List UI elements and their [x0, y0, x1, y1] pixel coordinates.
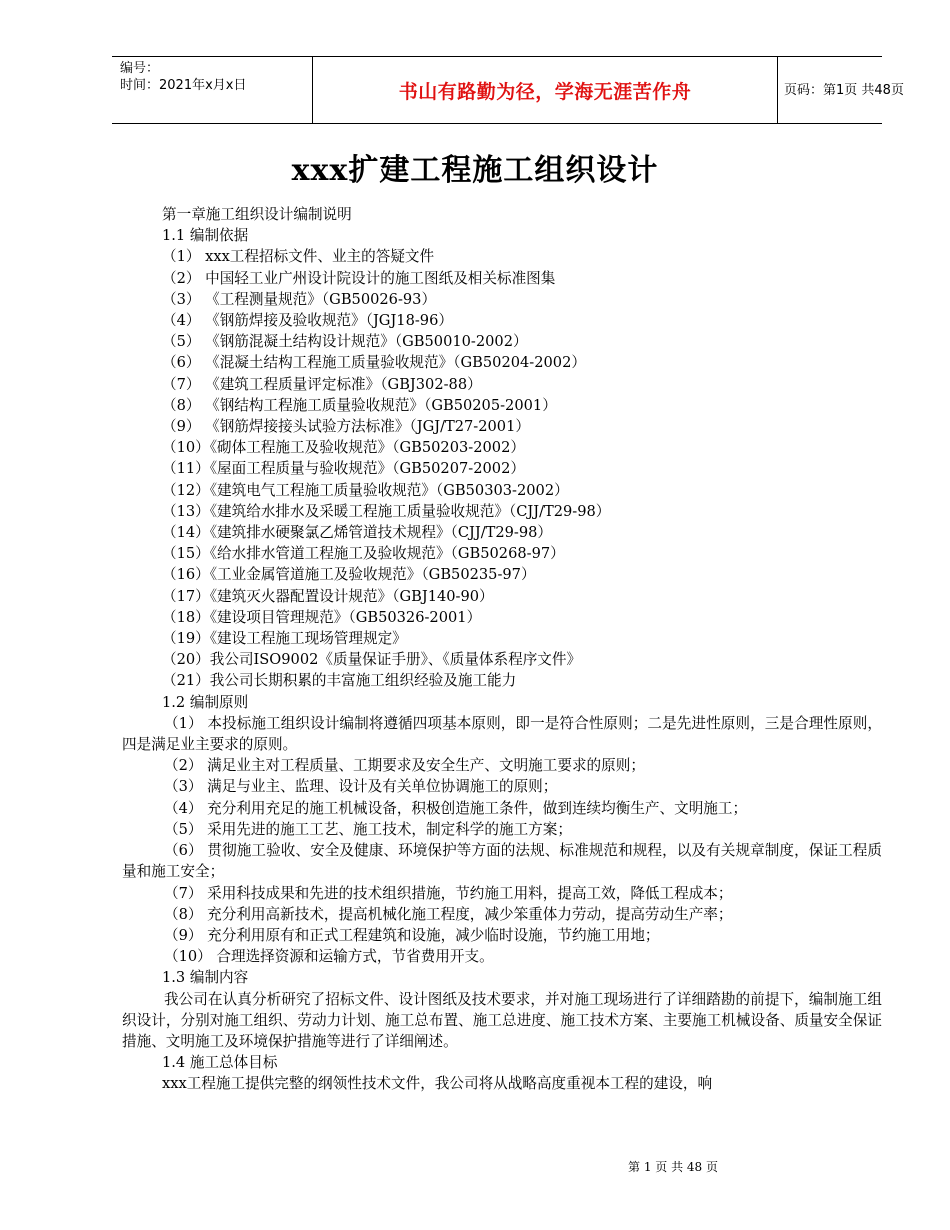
section-heading: 1.3 编制内容: [162, 969, 249, 987]
list-item: （13）《建筑给水排水及采暖工程施工质量验收规范》（CJJ/T29-98）: [162, 502, 611, 520]
list-item: （5） 《钢筋混凝土结构设计规范》（GB50010-2002）: [162, 333, 528, 351]
list-item: （2） 满足业主对工程质量、工期要求及安全生产、文明施工要求的原则；: [164, 757, 645, 775]
list-item: （18）《建设项目管理规范》（GB50326-2001）: [162, 608, 482, 626]
list-item: （16）《工业金属管道施工及验收规范》（GB50235-97）: [162, 566, 536, 584]
header-page-info: 页码：第1页 共48页: [784, 83, 904, 98]
list-item: （8） 充分利用高新技术，提高机械化施工程度，减少笨重体力劳动，提高劳动生产率；: [164, 905, 733, 923]
list-item: （8） 《钢结构工程施工质量验收规范》（GB50205-2001）: [162, 396, 557, 414]
list-item: （14）《建筑排水硬聚氯乙烯管道技术规程》（CJJ/T29-98）: [162, 524, 553, 542]
document-body: [122, 204, 882, 1095]
list-item: （17）《建筑灭火器配置设计规范》（GBJ140-90）: [162, 587, 494, 605]
list-item: （6） 《混凝土结构工程施工质量验收规范》（GB50204-2002）: [162, 354, 586, 372]
list-item: （9） 《钢筋焊接接头试验方法标准》（JGJ/T27-2001）: [162, 418, 530, 436]
header-slogan: 书山有路勤为径，学海无涯苦作舟: [312, 57, 778, 123]
number-label: 编号：: [120, 61, 160, 76]
header-meta: [112, 57, 312, 123]
list-item: （7） 《建筑工程质量评定标准》（GBJ302-88）: [162, 375, 482, 393]
list-item: （19）《建设工程施工现场管理规定》: [162, 630, 407, 648]
list-item: （10）《砌体工程施工及验收规范》（GB50203-2002）: [162, 439, 525, 457]
list-item: （10） 合理选择资源和运输方式，节省费用开支。: [164, 948, 494, 966]
list-item: （3） 满足与业主、监理、设计及有关单位协调施工的原则；: [164, 778, 558, 796]
page-header: [112, 56, 904, 124]
basis-list: [122, 246, 882, 691]
list-item: （15）《给水排水管道工程施工及验收规范》（GB50268-97）: [162, 545, 565, 563]
document-title: xxx扩建工程施工组织设计: [291, 153, 659, 188]
list-item: （4） 充分利用充足的施工机械设备，积极创造施工条件，做到连续均衡生产、文明施工；: [164, 799, 748, 817]
list-item: （21）我公司长期积累的丰富施工组织经验及施工能力: [162, 672, 517, 690]
list-item: （20）我公司ISO9002《质量保证手册》、《质量体系程序文件》: [162, 651, 582, 669]
list-item: （9） 充分利用原有和正式工程建筑和设施，减少临时设施，节约施工用地；: [164, 926, 660, 944]
time-label: 时间：2021年x月x日: [120, 78, 247, 93]
principles-list: [122, 713, 882, 967]
goal-paragraph: xxx工程施工提供完整的纲领性技术文件，我公司将从战略高度重视本工程的建设，响: [162, 1075, 713, 1093]
section-heading: 1.2 编制原则: [162, 693, 249, 711]
list-item: （1） xxx工程招标文件、业主的答疑文件: [162, 248, 435, 266]
list-item: （3） 《工程测量规范》（GB50026-93）: [162, 290, 437, 308]
list-item: （7） 采用科技成果和先进的技术组织措施，节约施工用料，提高工效，降低工程成本；: [164, 884, 733, 902]
list-item: （5） 采用先进的施工工艺、施工技术，制定科学的施工方案；: [164, 820, 572, 838]
list-item: （4） 《钢筋焊接及验收规范》（JGJ18-96）: [162, 312, 453, 330]
content-paragraph: 我公司在认真分析研究了招标文件、设计图纸及技术要求，并对施工现场进行了详细踏勘的前提下，编制施工组织设计，分别对施工组织、劳动力计划、施工总布置、施工总进度、施工技术方案、主要施工机械设备、质量安全保证措施、文明施工及环境保护措施等进行了详细阐述。: [122, 990, 882, 1050]
section-heading: 1.1 编制依据: [162, 227, 249, 245]
list-item: （12）《建筑电气工程施工质量验收规范》（GB50303-2002）: [162, 481, 569, 499]
list-item: （1） 本投标施工组织设计编制将遵循四项基本原则，即一是符合性原则；二是先进性原则，三是合理性原则，四是满足业主要求的原则。: [122, 714, 882, 754]
list-item: （2） 中国轻工业广州设计院设计的施工图纸及相关标准图集: [162, 269, 556, 287]
list-item: （6） 贯彻施工验收、安全及健康、环境保护等方面的法规、标准规范和规程，以及有关规章制度，保证工程质量和施工安全；: [122, 842, 882, 881]
section-heading: 1.4 施工总体目标: [162, 1054, 278, 1072]
page-footer: 第 1 页 共 48 页: [628, 1160, 718, 1174]
list-item: （11）《屋面工程质量与验收规范》（GB50207-2002）: [162, 460, 525, 478]
chapter-heading: 第一章施工组织设计编制说明: [162, 206, 352, 223]
